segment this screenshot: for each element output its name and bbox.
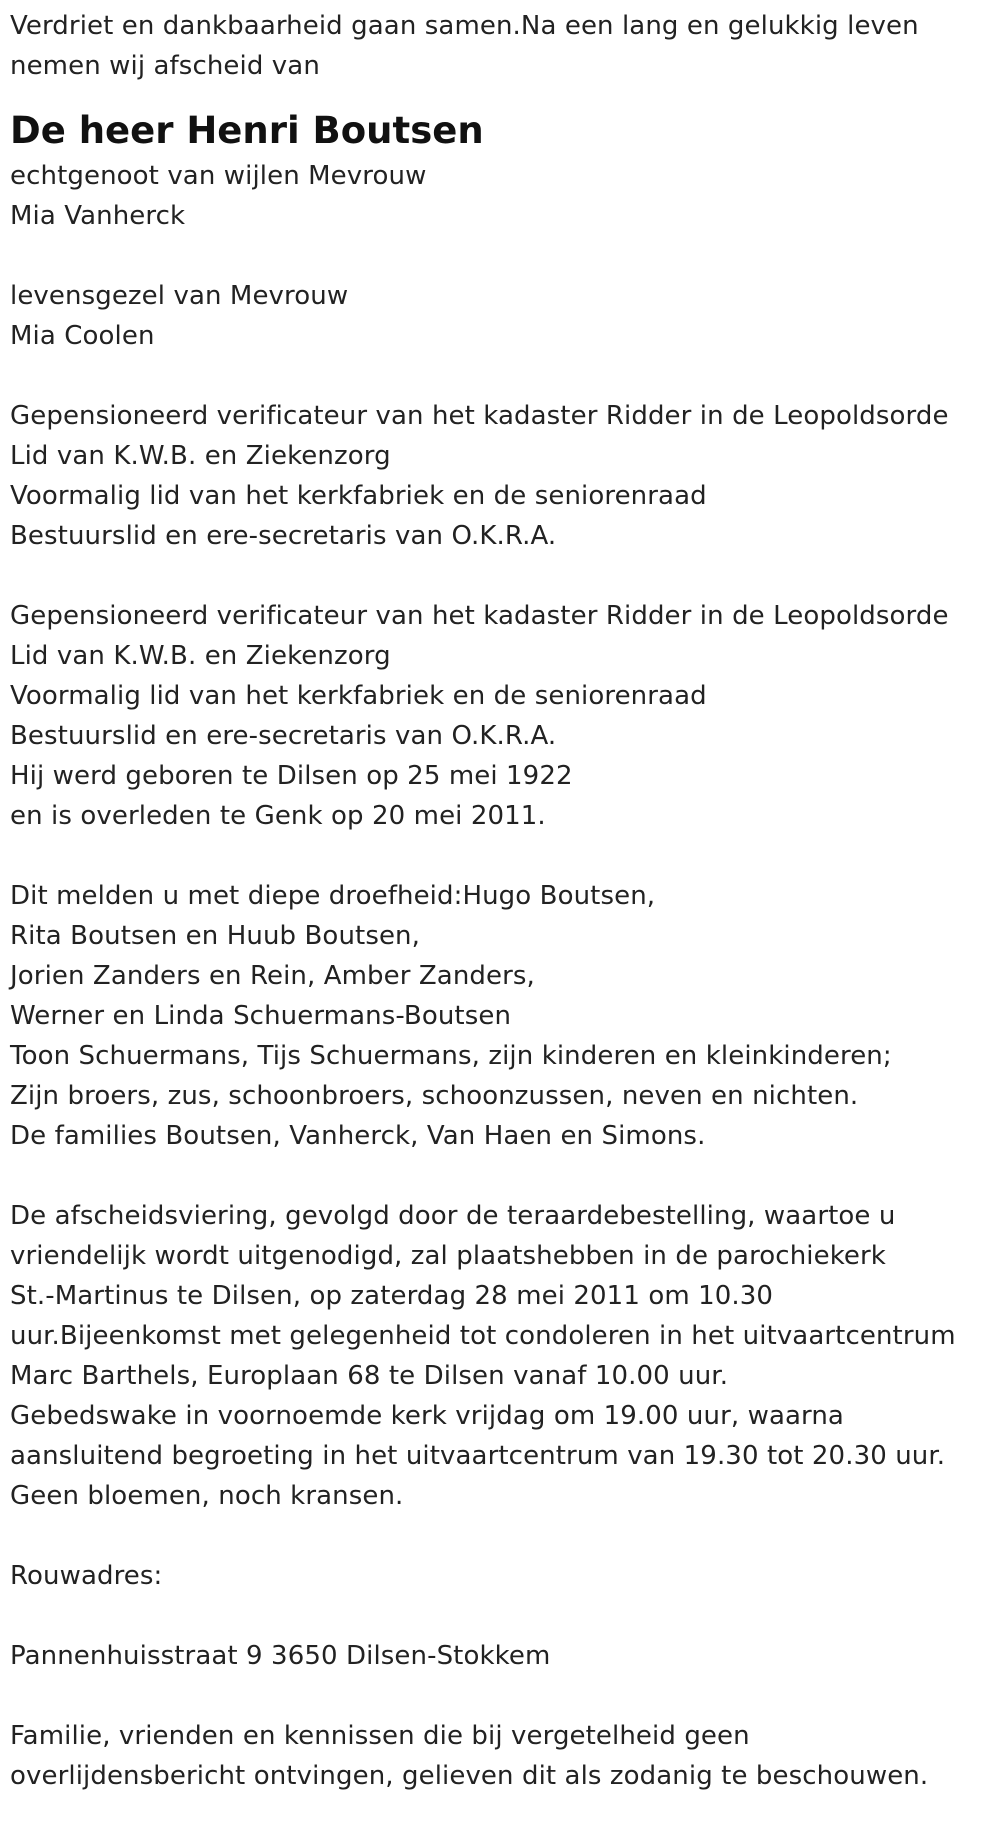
partner-paragraph xyxy=(10,276,990,356)
spacer xyxy=(10,556,990,596)
ceremony-line: Geen bloemen, noch kransen. xyxy=(10,1481,404,1511)
spacer xyxy=(10,1676,990,1716)
title-line: Bestuurslid en ere-secretaris van O.K.R.A. xyxy=(10,721,557,751)
family-line: Werner en Linda Schuermans-Boutsen xyxy=(10,1001,512,1031)
family-line: Jorien Zanders en Rein, Amber Zanders, xyxy=(10,961,535,991)
title-line: Gepensioneerd verificateur van het kadaster Ridder in de Leopoldsorde xyxy=(10,601,949,631)
spouse-line: Mia Vanherck xyxy=(10,201,186,231)
family-line: Toon Schuermans, Tijs Schuermans, zijn kinderen en kleinkinderen; xyxy=(10,1041,892,1071)
titles-paragraph-1 xyxy=(10,396,990,556)
family-line: Rita Boutsen en Huub Boutsen, xyxy=(10,921,421,951)
spacer xyxy=(10,836,990,876)
family-line: Zijn broers, zus, schoonbroers, schoonzussen, neven en nichten. xyxy=(10,1081,859,1111)
spacer xyxy=(10,356,990,396)
title-line: Voormalig lid van het kerkfabriek en de seniorenraad xyxy=(10,481,707,511)
intro-line: nemen wij afscheid van xyxy=(10,51,320,81)
birth-line: Hij werd geboren te Dilsen op 25 mei 1922 xyxy=(10,761,573,791)
ceremony-line: uur.Bijeenkomst met gelegenheid tot condoleren in het uitvaartcentrum xyxy=(10,1321,956,1351)
titles-paragraph-2 xyxy=(10,596,990,836)
partner-line: Mia Coolen xyxy=(10,321,155,351)
ceremony-paragraph xyxy=(10,1196,990,1516)
title-line: Lid van K.W.B. en Ziekenzorg xyxy=(10,441,391,471)
ceremony-line: vriendelijk wordt uitgenodigd, zal plaatshebben in de parochiekerk xyxy=(10,1241,886,1271)
mourning-address: Pannenhuisstraat 9 3650 Dilsen-Stokkem xyxy=(10,1641,551,1671)
spacer xyxy=(10,1156,990,1196)
closing-paragraph xyxy=(10,1716,990,1796)
closing-line: overlijdensbericht ontvingen, gelieven dit als zodanig te beschouwen. xyxy=(10,1761,929,1791)
ceremony-line: St.-Martinus te Dilsen, op zaterdag 28 mei 2011 om 10.30 xyxy=(10,1281,774,1311)
title-line: Bestuurslid en ere-secretaris van O.K.R.A. xyxy=(10,521,557,551)
spouse-paragraph xyxy=(10,156,990,236)
spacer xyxy=(10,1596,990,1636)
death-line: en is overleden te Genk op 20 mei 2011. xyxy=(10,801,546,831)
intro-paragraph xyxy=(10,6,990,86)
title-line: Gepensioneerd verificateur van het kadaster Ridder in de Leopoldsorde xyxy=(10,401,949,431)
closing-line: Familie, vrienden en kennissen die bij vergetelheid geen xyxy=(10,1721,750,1751)
spouse-line: echtgenoot van wijlen Mevrouw xyxy=(10,161,427,191)
intro-line: Verdriet en dankbaarheid gaan samen.Na een lang en gelukkig leven xyxy=(10,11,919,41)
title-line: Lid van K.W.B. en Ziekenzorg xyxy=(10,641,391,671)
spacer xyxy=(10,1516,990,1556)
ceremony-line: Gebedswake in voornoemde kerk vrijdag om 19.00 uur, waarna xyxy=(10,1401,844,1431)
title-line: Voormalig lid van het kerkfabriek en de seniorenraad xyxy=(10,681,707,711)
family-paragraph xyxy=(10,876,990,1156)
family-line: De families Boutsen, Vanherck, Van Haen en Simons. xyxy=(10,1121,706,1151)
address-label: Rouwadres: xyxy=(10,1561,163,1591)
spacer xyxy=(10,236,990,276)
deceased-name: De heer Henri Boutsen xyxy=(10,109,484,152)
ceremony-line: De afscheidsviering, gevolgd door de teraardebestelling, waartoe u xyxy=(10,1201,896,1231)
ceremony-line: Marc Barthels, Europlaan 68 te Dilsen vanaf 10.00 uur. xyxy=(10,1361,729,1391)
partner-line: levensgezel van Mevrouw xyxy=(10,281,349,311)
ceremony-line: aansluitend begroeting in het uitvaartcentrum van 19.30 tot 20.30 uur. xyxy=(10,1441,946,1471)
family-line: Dit melden u met diepe droefheid:Hugo Boutsen, xyxy=(10,881,656,911)
